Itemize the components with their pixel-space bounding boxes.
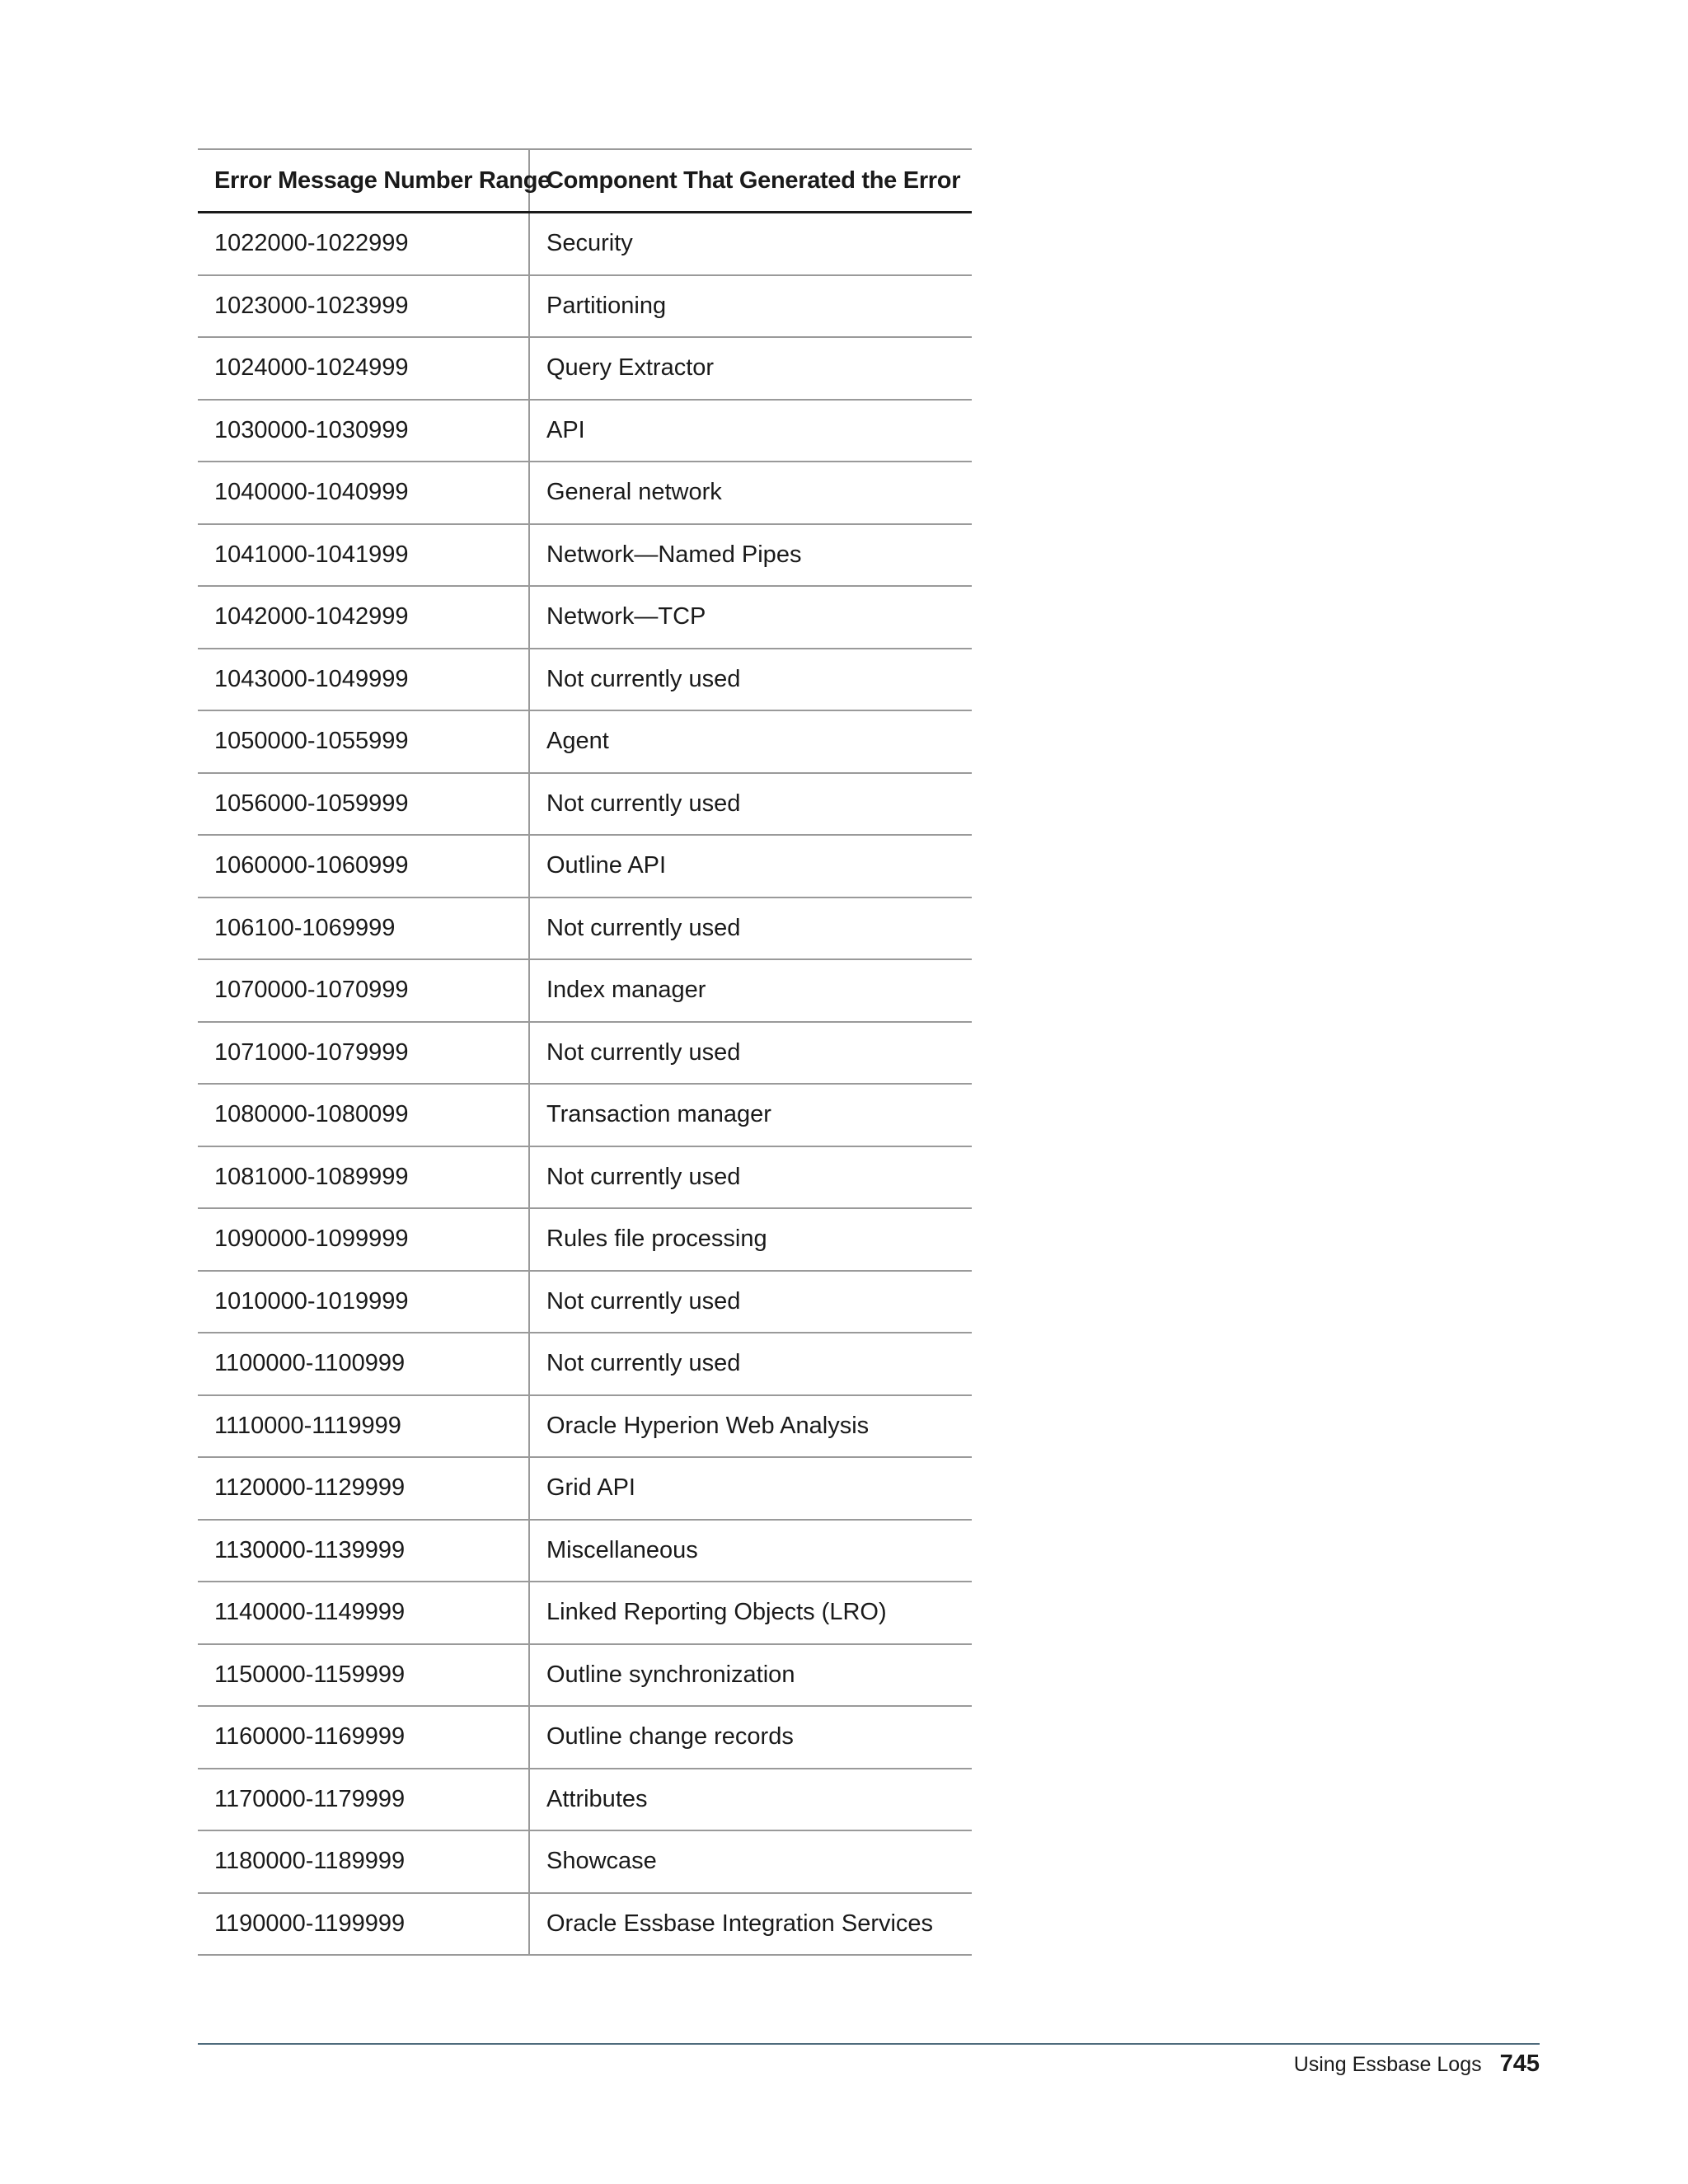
- table-row: [198, 1520, 972, 1582]
- table-row: [198, 898, 972, 960]
- component-cell: Partitioning: [529, 275, 972, 338]
- range-cell: 1120000-1129999: [198, 1457, 529, 1520]
- range-cell: 1056000-1059999: [198, 773, 529, 836]
- component-cell: Security: [529, 213, 972, 275]
- range-cell: 1043000-1049999: [198, 649, 529, 711]
- range-cell: 1023000-1023999: [198, 275, 529, 338]
- table-row: [198, 1395, 972, 1458]
- range-cell: 1042000-1042999: [198, 586, 529, 649]
- table-row: [198, 1830, 972, 1893]
- component-cell: API: [529, 400, 972, 462]
- footer-title: Using Essbase Logs: [1293, 2053, 1482, 2076]
- table-row: [198, 524, 972, 587]
- page-footer: [1294, 2050, 1540, 2078]
- range-cell: 1024000-1024999: [198, 337, 529, 400]
- range-cell: 1010000-1019999: [198, 1271, 529, 1333]
- table-row: [198, 1706, 972, 1769]
- table-row: [198, 1333, 972, 1395]
- component-cell: Agent: [529, 710, 972, 773]
- table-body: [198, 213, 972, 1956]
- range-cell: 1110000-1119999: [198, 1395, 529, 1458]
- component-cell: Network—TCP: [529, 586, 972, 649]
- range-cell: 1080000-1080099: [198, 1084, 529, 1146]
- table-row: [198, 462, 972, 524]
- range-cell: 1090000-1099999: [198, 1208, 529, 1271]
- column-header-range: Error Message Number Range: [198, 149, 529, 213]
- table-row: [198, 1022, 972, 1085]
- range-cell: 106100-1069999: [198, 898, 529, 960]
- table-row: [198, 400, 972, 462]
- range-cell: 1040000-1040999: [198, 462, 529, 524]
- table-row: [198, 1893, 972, 1956]
- range-cell: 1130000-1139999: [198, 1520, 529, 1582]
- component-cell: Attributes: [529, 1769, 972, 1831]
- component-cell: Linked Reporting Objects (LRO): [529, 1582, 972, 1644]
- component-cell: Not currently used: [529, 898, 972, 960]
- table-row: [198, 337, 972, 400]
- table-row: [198, 1457, 972, 1520]
- component-cell: Not currently used: [529, 1271, 972, 1333]
- error-range-table: [198, 148, 972, 1956]
- table-row: [198, 1769, 972, 1831]
- table-row: [198, 835, 972, 898]
- table-row: [198, 710, 972, 773]
- table-row: [198, 1644, 972, 1707]
- table-row: [198, 649, 972, 711]
- range-cell: 1160000-1169999: [198, 1706, 529, 1769]
- range-cell: 1060000-1060999: [198, 835, 529, 898]
- table-row: [198, 213, 972, 275]
- component-cell: Index manager: [529, 959, 972, 1022]
- table-row: [198, 1146, 972, 1209]
- component-cell: Outline change records: [529, 1706, 972, 1769]
- range-cell: 1190000-1199999: [198, 1893, 529, 1956]
- component-cell: Outline API: [529, 835, 972, 898]
- range-cell: 1170000-1179999: [198, 1769, 529, 1831]
- range-cell: 1030000-1030999: [198, 400, 529, 462]
- component-cell: Network—Named Pipes: [529, 524, 972, 587]
- range-cell: 1071000-1079999: [198, 1022, 529, 1085]
- table-row: [198, 1084, 972, 1146]
- component-cell: Transaction manager: [529, 1084, 972, 1146]
- component-cell: Oracle Hyperion Web Analysis: [529, 1395, 972, 1458]
- range-cell: 1050000-1055999: [198, 710, 529, 773]
- page-number: 745: [1499, 2050, 1540, 2077]
- component-cell: Not currently used: [529, 773, 972, 836]
- component-cell: Showcase: [529, 1830, 972, 1893]
- range-cell: 1100000-1100999: [198, 1333, 529, 1395]
- range-cell: 1140000-1149999: [198, 1582, 529, 1644]
- table-header-row: [198, 149, 972, 213]
- component-cell: Grid API: [529, 1457, 972, 1520]
- component-cell: Miscellaneous: [529, 1520, 972, 1582]
- range-cell: 1081000-1089999: [198, 1146, 529, 1209]
- table-row: [198, 586, 972, 649]
- column-header-component: Component That Generated the Error: [529, 149, 972, 213]
- table-row: [198, 275, 972, 338]
- component-cell: Not currently used: [529, 1333, 972, 1395]
- range-cell: 1022000-1022999: [198, 213, 529, 275]
- table-row: [198, 1271, 972, 1333]
- component-cell: Outline synchronization: [529, 1644, 972, 1707]
- footer-rule: [198, 2043, 1540, 2045]
- table-row: [198, 1582, 972, 1644]
- table-row: [198, 1208, 972, 1271]
- range-cell: 1070000-1070999: [198, 959, 529, 1022]
- range-cell: 1041000-1041999: [198, 524, 529, 587]
- component-cell: Query Extractor: [529, 337, 972, 400]
- component-cell: Not currently used: [529, 1022, 972, 1085]
- component-cell: Rules file processing: [529, 1208, 972, 1271]
- range-cell: 1150000-1159999: [198, 1644, 529, 1707]
- table-row: [198, 773, 972, 836]
- component-cell: Not currently used: [529, 1146, 972, 1209]
- component-cell: Oracle Essbase Integration Services: [529, 1893, 972, 1956]
- table-row: [198, 959, 972, 1022]
- range-cell: 1180000-1189999: [198, 1830, 529, 1893]
- table-header: [198, 149, 972, 213]
- component-cell: General network: [529, 462, 972, 524]
- component-cell: Not currently used: [529, 649, 972, 711]
